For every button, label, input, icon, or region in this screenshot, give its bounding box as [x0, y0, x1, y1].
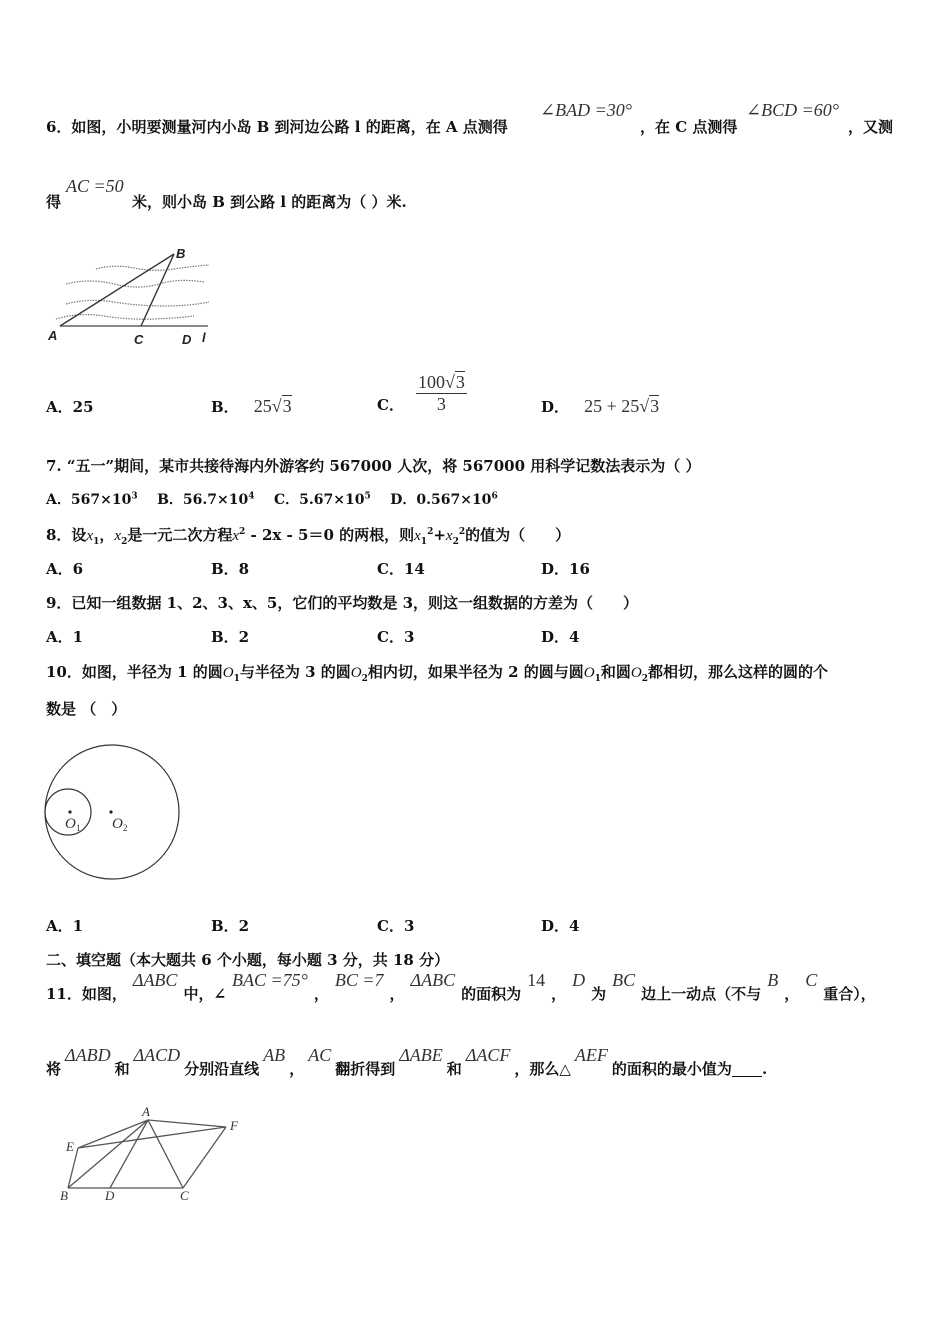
q6-option-b[interactable] — [211, 396, 292, 417]
svg-text:A: A — [48, 328, 58, 343]
q11-math-expr: ΔACF — [465, 1045, 511, 1065]
option-label: C． — [377, 396, 404, 414]
svg-text:O: O — [112, 816, 123, 832]
svg-text:O: O — [65, 816, 76, 832]
option-value: 25 + 25√3 — [584, 396, 660, 416]
q11-text-run: ， — [289, 1060, 305, 1078]
q11-text-run: 中，∠ — [183, 985, 227, 1003]
q10-option-a[interactable]: A．1 — [46, 917, 84, 935]
q11-line2 — [46, 1047, 767, 1091]
q11-math-expr: AB — [263, 1045, 286, 1065]
q6-option-d[interactable] — [541, 396, 659, 417]
q11-text-run: ， — [389, 985, 405, 1003]
label-b: B — [176, 246, 186, 261]
option-label: D． — [541, 398, 570, 416]
q11-line1 — [46, 972, 876, 1016]
q6-text-d: 得 — [46, 193, 62, 211]
q11-text-run: 的面积的最小值为 — [611, 1060, 732, 1078]
q11-math-expr: ΔABC — [410, 970, 456, 990]
q6-line1 — [46, 116, 508, 137]
q9-option-b[interactable]: B．2 — [211, 628, 250, 646]
svg-text:D: D — [105, 1188, 115, 1203]
q11-text-run: 为 — [591, 985, 607, 1003]
q11-text-run: 翻折得到 — [335, 1060, 396, 1078]
option-label: A． — [46, 398, 73, 416]
q11-text-run: 分别沿直线 — [184, 1060, 260, 1078]
q11-math-expr: AC — [308, 1045, 332, 1065]
q11-text-run: 11．如图， — [46, 985, 127, 1003]
q11-math-expr: ΔACD — [133, 1045, 181, 1065]
q8-option-c[interactable]: C．14 — [377, 560, 425, 578]
svg-text:C: C — [180, 1188, 189, 1203]
q10-circles-figure — [40, 735, 190, 890]
option-value: 25 — [72, 398, 94, 416]
q9-option-c[interactable]: C．3 — [377, 628, 415, 646]
q11-math-expr: B — [767, 970, 779, 990]
q8-option-b[interactable]: B．8 — [211, 560, 250, 578]
q6-text-a: 6．如图，小明要测量河内小岛 B 到河边公路 l 的距离，在 A 点测得 — [46, 118, 508, 136]
q9-option-a[interactable]: A．1 — [46, 628, 84, 646]
option-value: $\frac{100√3}{3}$ — [417, 372, 465, 414]
q11-math-expr: ΔABD — [65, 1045, 111, 1065]
q11-text-run: ， — [313, 985, 329, 1003]
svg-text:2: 2 — [123, 823, 128, 833]
q11-text-run: ，那么△ — [514, 1060, 571, 1078]
q11-triangle-figure — [50, 1100, 250, 1210]
q11-math-expr: D — [572, 970, 586, 990]
q11-text-run: ， — [551, 985, 567, 1003]
q9-text: 9．已知一组数据 1、2、3、x、5，它们的平均数是 3，则这一组数据的方差为（ ） — [46, 594, 639, 612]
q9-option-d[interactable]: D．4 — [541, 628, 580, 646]
q6-text-e: 米，则小岛 B 到公路 l 的距离为（ ）米. — [132, 193, 407, 211]
q6-option-c[interactable] — [377, 372, 467, 415]
q11-text-run: 和 — [446, 1060, 462, 1078]
q6-angle-bcd: ∠BCD =60° — [746, 100, 839, 120]
q6-text-b: ，在 C 点测得 — [640, 118, 738, 136]
q11-text-run: 重合）， — [823, 985, 876, 1003]
q6-angle-bad: ∠BAD =30° — [540, 100, 632, 120]
q7-option-a[interactable]: A．$567\times 10^3$ — [46, 491, 138, 508]
svg-text:D: D — [182, 332, 192, 347]
q11-math-expr: AEF — [574, 1045, 608, 1065]
q6-river-figure — [44, 244, 224, 349]
option-label: B． — [211, 398, 239, 416]
q7-text: 7. “五一”期间，某市共接待海内外游客约 567000 人次，将 567000 用科学记数法表示为（ ） — [46, 457, 701, 475]
q11-text-run: . — [761, 1060, 768, 1078]
q8-option-a[interactable]: A．6 — [46, 560, 84, 578]
q11-math-expr: BC — [612, 970, 636, 990]
q10-line2: 数是 （ ） — [46, 700, 127, 718]
q7-option-c[interactable]: C．$5.67\times 10^5$ — [274, 491, 371, 508]
q8-option-d[interactable]: D．16 — [541, 560, 590, 578]
q11-text-run: 的面积为 — [461, 985, 522, 1003]
q11-math-expr: ΔABC — [132, 970, 178, 990]
q8-text: 8．设$x_1$，$x_2$是一元二次方程$x^2 - 2x - 5=0$ 的两根，则$x_1^2+x_2^2$的值为（ ） — [46, 526, 571, 547]
q11-text-run: 边上一动点（不与 — [641, 985, 762, 1003]
q11-text-run: 和 — [114, 1060, 130, 1078]
q11-math-expr: 14 — [527, 970, 546, 990]
q7-options — [46, 489, 498, 509]
q6-text-c: ，又测 — [848, 118, 894, 136]
q7-option-b[interactable]: B．$56.7\times 10^4$ — [157, 491, 255, 508]
svg-text:F: F — [230, 1118, 238, 1133]
section-title-fill-in: 二、填空题（本大题共 6 个小题，每小题 3 分，共 18 分） — [46, 951, 450, 969]
q6-ac-length: AC =50 — [66, 176, 124, 196]
q11-text-run: ， — [784, 985, 800, 1003]
svg-text:1: 1 — [76, 823, 81, 833]
svg-text:l: l — [202, 330, 206, 345]
q6-option-a[interactable] — [46, 396, 94, 417]
q11-math-expr: BAC =75° — [232, 970, 308, 990]
q11-answer-blank[interactable] — [732, 1076, 762, 1077]
svg-text:E: E — [66, 1139, 74, 1154]
q11-math-expr: ΔABE — [399, 1045, 443, 1065]
q10-line1: 10．如图，半径为 1 的圆$O_1$与半径为 3 的圆$O_2$相内切，如果半径为 2 的圆与圆$O_1$和圆$O_2$都相切，那么这样的圆的个 — [46, 663, 829, 684]
svg-text:C: C — [134, 332, 144, 347]
q11-text-run: 将 — [46, 1060, 62, 1078]
q10-option-c[interactable]: C．3 — [377, 917, 415, 935]
q10-option-b[interactable]: B．2 — [211, 917, 250, 935]
option-value: 25√3 — [253, 396, 292, 416]
q7-option-d[interactable]: D．$0.567\times 10^6$ — [390, 491, 498, 508]
q10-option-d[interactable]: D．4 — [541, 917, 580, 935]
svg-text:B: B — [60, 1188, 68, 1203]
q11-math-expr: C — [805, 970, 818, 990]
svg-text:A: A — [142, 1104, 150, 1119]
q11-math-expr: BC =7 — [334, 970, 384, 990]
